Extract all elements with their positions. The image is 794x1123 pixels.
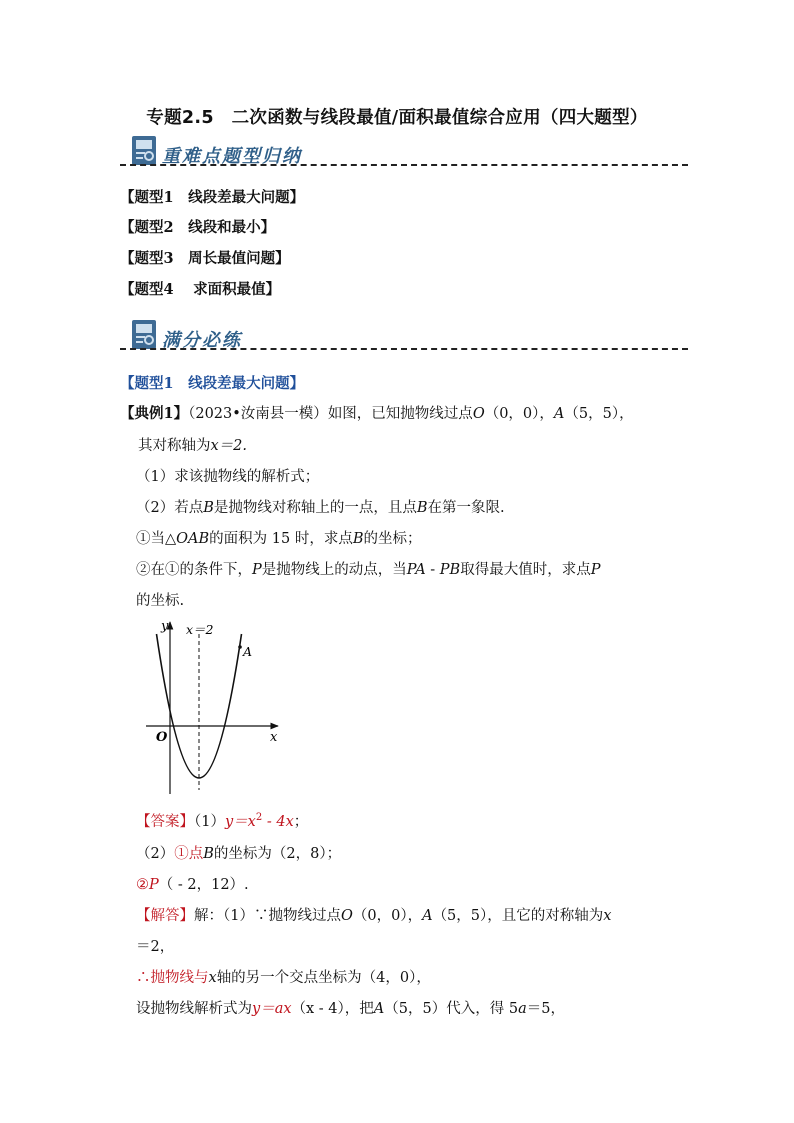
- example-label: 【典例1】: [120, 405, 189, 422]
- answer-line-2: （2）①点B的坐标为（2，8）；: [136, 846, 342, 862]
- question-2-part-1: ①当△OAB的面积为 15 时，求点B的坐标；: [136, 531, 422, 547]
- question-2: （2）若点B是抛物线对称轴上的一点，且点B在第一象限.: [136, 500, 505, 516]
- answer-line-1: 【答案】$(1)y=x^2 - 4x$；: [136, 812, 309, 830]
- point-A-label: A: [243, 644, 253, 659]
- type-heading: 【题型1 线段差最大问题】: [120, 375, 305, 392]
- toc-item-4: 【题型4 求面积最值】: [120, 281, 281, 298]
- section-title-practice: 满分必练: [162, 330, 242, 351]
- dashed-divider: [120, 164, 688, 166]
- answer-line-3: ②P（ - 2，12）.: [136, 877, 249, 893]
- origin-label: O: [156, 730, 168, 745]
- x-axis-label: x: [270, 730, 278, 745]
- solution-line-4: 设抛物线解析式为y＝ax（x - 4），把A（5，5）代入，得 5a＝5，: [136, 1001, 565, 1017]
- solution-line-2: ＝2，: [136, 939, 175, 955]
- question-2-part-2: ②在①的条件下，P是抛物线上的动点，当PA - PB取得最大值时，求点P: [136, 562, 601, 578]
- solution-line-3: ∴抛物线与x轴的另一个交点坐标为（4，0），: [136, 970, 431, 986]
- symmetry-axis-label: x＝2: [186, 622, 214, 637]
- question-2-part-2-cont: 的坐标.: [136, 593, 185, 609]
- problem-line-1: 【典例1】（2023•汝南县一模）如图，已知抛物线过点O（0，0），A（5，5），: [120, 405, 634, 422]
- toc-item-3: 【题型3 周长最值问题】: [120, 250, 290, 267]
- solution-label: 【解答】: [136, 908, 194, 924]
- page-title: 专题2.5 二次函数与线段最值/面积最值综合应用（四大题型）: [146, 108, 648, 128]
- section-banner-practice: [120, 320, 688, 356]
- answer-label: 【答案】: [136, 814, 194, 830]
- question-1: （1）求该抛物线的解析式；: [136, 469, 320, 485]
- section-banner-summary: [120, 136, 688, 172]
- y-axis-label: y: [161, 619, 169, 634]
- document-search-icon: [132, 136, 156, 165]
- problem-line-2: 其对称轴为x＝2.: [138, 438, 248, 454]
- point-A: [238, 645, 242, 649]
- toc-item-1: 【题型1 线段差最大问题】: [120, 189, 305, 206]
- parabola-graph: [136, 612, 296, 797]
- solution-line-1: 【解答】解：（1）∵抛物线过点O（0，0），A（5，5），且它的对称轴为x: [136, 908, 612, 924]
- section-title-summary: 重难点题型归纳: [162, 146, 302, 167]
- toc-item-2: 【题型2 线段和最小】: [120, 219, 276, 236]
- dashed-divider: [120, 348, 688, 350]
- problem-source: （2023•汝南县一模）: [188, 406, 328, 422]
- document-search-icon: [132, 320, 156, 349]
